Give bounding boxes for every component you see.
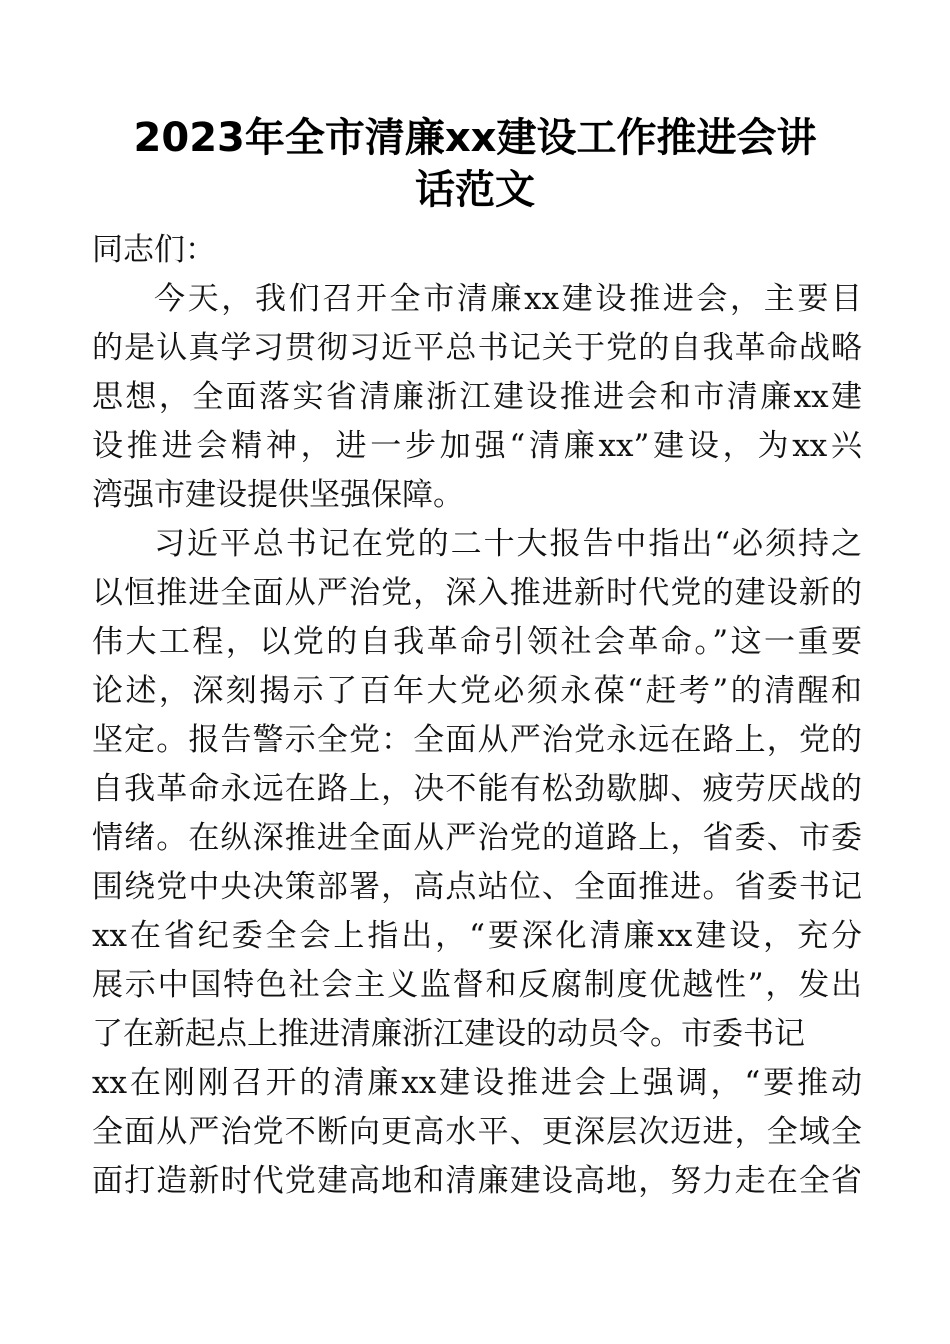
paragraph-line: 围绕党中央决策部署，高点站位、全面推进。省委书记 xyxy=(92,869,862,905)
paragraph-line: xx在省纪委全会上指出，“要深化清廉xx建设，充分 xyxy=(92,918,862,954)
paragraph-line: 论述，深刻揭示了百年大党必须永葆“赶考”的清醒和 xyxy=(92,673,862,709)
paragraph-line: 以恒推进全面从严治党，深入推进新时代党的建设新的 xyxy=(92,575,862,611)
salutation: 同志们： xyxy=(92,232,216,268)
document-body xyxy=(92,226,862,1206)
paragraph-line: 坚定。报告警示全党：全面从严治党永远在路上，党的 xyxy=(92,722,862,758)
paragraph-line: 了在新起点上推进清廉浙江建设的动员令。市委书记 xyxy=(92,1016,805,1052)
paragraph-line: 设推进会精神，进一步加强“清廉xx”建设，为xx兴 xyxy=(92,428,862,464)
title-line: 2023年全市清廉xx建设工作推进会讲 xyxy=(133,115,817,161)
paragraph-line: 习近平总书记在党的二十大报告中指出“必须持之 xyxy=(154,526,862,562)
paragraph-1 xyxy=(92,275,862,520)
paragraph-line: 伟大工程，以党的自我革命引领社会革命。”这一重要 xyxy=(92,624,862,660)
title-line: 话范文 xyxy=(415,167,535,213)
paragraph-line: 自我革命永远在路上，决不能有松劲歇脚、疲劳厌战的 xyxy=(92,771,862,807)
paragraph-line: 展示中国特色社会主义监督和反腐制度优越性”，发出 xyxy=(92,967,862,1003)
document-title xyxy=(90,112,860,216)
paragraph-line: 的是认真学习贯彻习近平总书记关于党的自我革命战略 xyxy=(92,330,862,366)
paragraph-line: 湾强市建设提供坚强保障。 xyxy=(92,477,464,513)
paragraph-2 xyxy=(92,520,862,1206)
paragraph-line: 情绪。在纵深推进全面从严治党的道路上，省委、市委 xyxy=(92,820,862,856)
paragraph-line: 今天，我们召开全市清廉xx建设推进会，主要目 xyxy=(154,281,862,317)
paragraph-line: 面打造新时代党建高地和清廉建设高地，努力走在全省 xyxy=(92,1163,862,1199)
paragraph-line: xx在刚刚召开的清廉xx建设推进会上强调，“要推动 xyxy=(92,1065,862,1101)
paragraph-line: 全面从严治党不断向更高水平、更深层次迈进，全域全 xyxy=(92,1114,862,1150)
paragraph-line: 思想，全面落实省清廉浙江建设推进会和市清廉xx建 xyxy=(92,379,862,415)
